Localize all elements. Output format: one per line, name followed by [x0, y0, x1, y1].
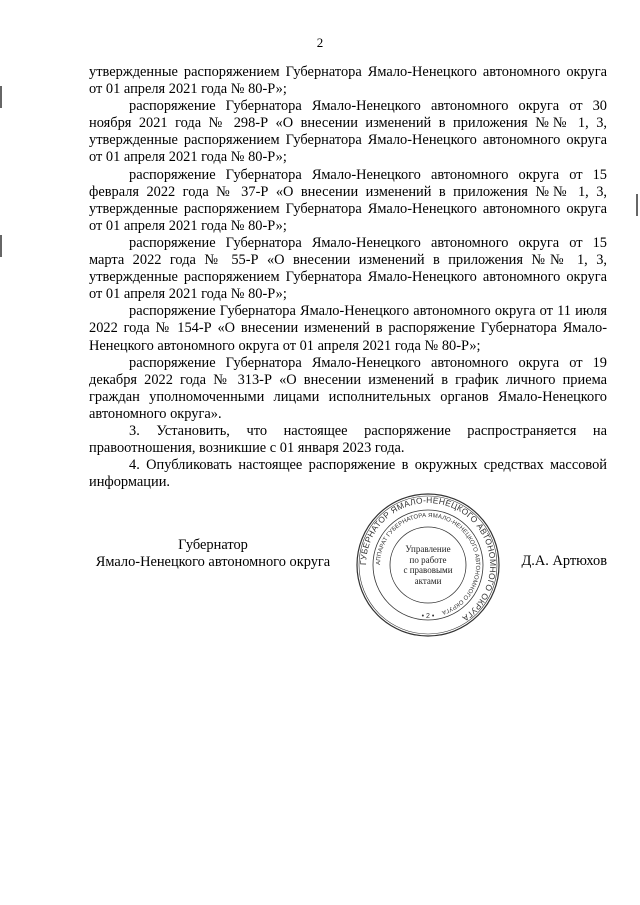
- scan-edge-mark: [0, 86, 2, 108]
- paragraph-order-154: распоряжение Губернатора Ямало-Ненецкого автономного округа от 11 июля 2022 года № 154-Р «О внесении изменений в распоряжение Губернатора Ямало-Ненецкого автономного округа от 01 апреля 2021 года № 80-Р»;: [89, 303, 607, 354]
- seal-number: • 2 •: [421, 613, 435, 620]
- seal-outer-text: ГУБЕРНАТОР ЯМАЛО-НЕНЕЦКОГО АВТОНОМНОГО ОКРУГА: [357, 494, 499, 624]
- seal-center-line: актами: [414, 575, 442, 586]
- signatory-title: Губернатор: [178, 537, 248, 553]
- signatory-name: Д.А. Артюхов: [521, 553, 607, 569]
- paragraph-item-4: 4. Опубликовать настоящее распоряжение в окружных средствах массовой информации.: [89, 457, 607, 491]
- scan-edge-mark: [636, 194, 638, 216]
- paragraph-order-313: распоряжение Губернатора Ямало-Ненецкого автономного округа от 19 декабря 2022 года № 313-Р «О внесении изменений в график личного приема граждан уполномоченными лицами исполнительных органов Ямало-Ненецкого автономного округа».: [89, 354, 607, 422]
- seal-center-line: с правовыми: [403, 565, 453, 575]
- paragraph-order-55: распоряжение Губернатора Ямало-Ненецкого автономного округа от 15 марта 2022 года № 55-Р «О внесении изменений в приложения №№ 1, 3, утвержденные распоряжением Губернатора Ямало-Ненецкого автономного округа от 01 апреля 2021 года № 80-Р»;: [89, 234, 607, 303]
- page-number: 2: [316, 35, 324, 50]
- seal-center-line: по работе: [409, 554, 447, 565]
- scan-edge-mark: [0, 235, 2, 257]
- paragraph-order-298: распоряжение Губернатора Ямало-Ненецкого автономного округа от 30 ноября 2021 года № 298-Р «О внесении изменений в приложения №№ 1, 3, утвержденные распоряжением Губернатора Ямало-Ненецкого автономного округа от 01 апреля 2021 года № 80-Р»;: [89, 98, 607, 166]
- seal-inner-text: АППАРАТ ГУБЕРНАТОРА ЯМАЛО-НЕНЕЦКОГО АВТОНОМНОГО ОКРУГА: [375, 512, 481, 615]
- signatory-position: [89, 537, 337, 571]
- paragraph-continuation: утвержденные распоряжением Губернатора Ямало-Ненецкого автономного округа от 01 апреля 2021 года № 80-Р»;: [89, 64, 607, 98]
- seal-center-line: Управление: [405, 544, 451, 554]
- seal-center-text: [355, 492, 501, 638]
- official-seal: [355, 492, 501, 638]
- signatory-region: Ямало-Ненецкого автономного округа: [95, 554, 331, 570]
- document-body: [89, 64, 607, 491]
- paragraph-order-37: распоряжение Губернатора Ямало-Ненецкого автономного округа от 15 февраля 2022 года № 37-Р «О внесении изменений в приложения №№ 1, 3, утвержденные распоряжением Губернатора Ямало-Ненецкого автономного округа от 01 апреля 2021 года № 80-Р»;: [89, 166, 607, 234]
- paragraph-item-3: 3. Установить, что настоящее распоряжение распространяется на правоотношения, возникшие с 01 января 2023 года.: [89, 422, 607, 457]
